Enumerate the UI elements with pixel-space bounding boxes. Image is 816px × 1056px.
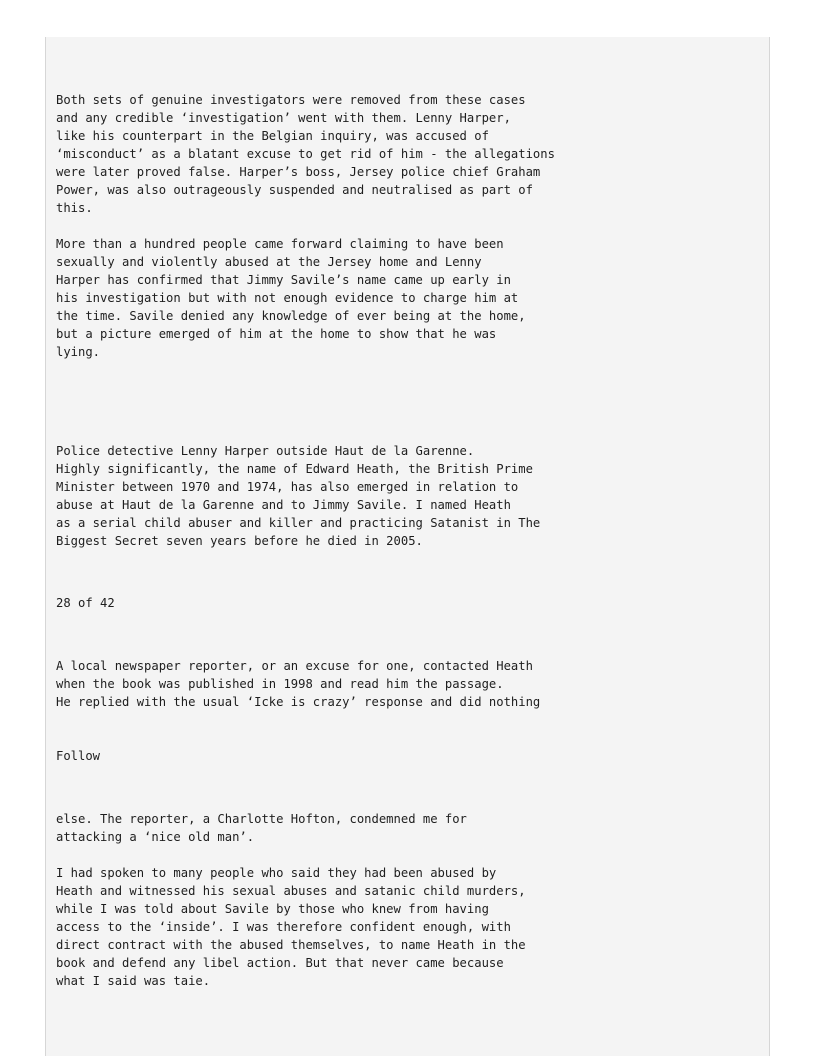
paragraph-investigators-removed: Both sets of genuine investigators were removed from these cases and any credible ‘investigation’ went with them. Lenny Harper, like his counterpart in the Belgian inquiry, was accused of ‘misconduct’ as a blatant excuse to get rid of him - the allegations were later proved false. Harper’s boss, Jersey police chief Graham Power, was also outrageously suspended and neutralised as part of this. (56, 93, 555, 215)
paragraph-jersey-abuse-claims: More than a hundred people came forward claiming to have been sexually and violently abused at the Jersey home and Lenny Harper has confirmed that Jimmy Savile’s name came up early in his investigation but with not enough evidence to charge him at the time. Savile denied any knowledge of ever being at the home, but a picture emerged of him at the home to show that he was lying. (56, 237, 526, 359)
paragraph-newspaper-reporter: A local newspaper reporter, or an excuse for one, contacted Heath when the book was published in 1998 and read him the passage. He replied with the usual ‘Icke is crazy’ response and did nothing (56, 659, 541, 709)
follow-link[interactable]: Follow (56, 749, 101, 763)
photo-caption: Police detective Lenny Harper outside Haut de la Garenne. (56, 444, 475, 458)
page-number: 28 of 42 (56, 596, 115, 610)
document-page (45, 37, 770, 1056)
paragraph-edward-heath: Highly significantly, the name of Edward Heath, the British Prime Minister between 1970 and 1974, has also emerged in relation to abuse at Haut de la Garenne and to Jimmy Savile. I named Heath as a serial child abuser and killer and practicing Satanist in The Biggest Secret seven years before he died in 2005. (56, 462, 541, 548)
paragraph-spoken-to-people: I had spoken to many people who said they had been abused by Heath and witnessed his sexual abuses and satanic child murders, while I was told about Savile by those who knew from having access to the ‘inside’. I was therefore confident enough, with direct contract with the abused themselves, to name Heath in the book and defend any libel action. But that never came because what I said was taie. (56, 866, 526, 988)
paragraph-reporter-hofton: else. The reporter, a Charlotte Hofton, condemned me for attacking a ‘nice old man’. (56, 812, 467, 844)
